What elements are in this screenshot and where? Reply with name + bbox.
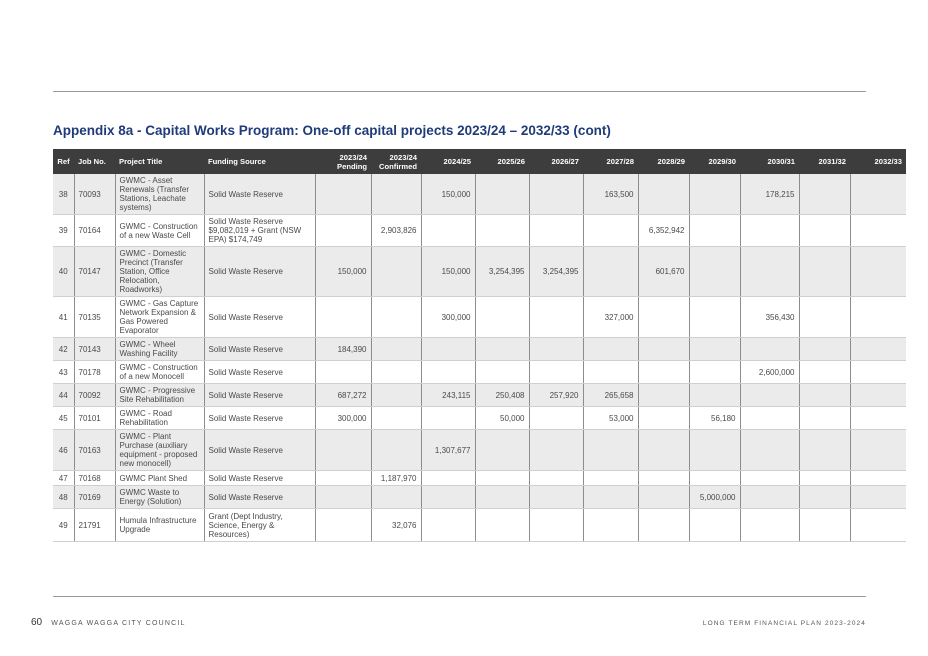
footer-left bbox=[31, 617, 186, 628]
cell-2026-27: 257,920 bbox=[529, 384, 583, 407]
table-row bbox=[53, 407, 906, 430]
cell-funding-source: Solid Waste Reserve bbox=[204, 384, 315, 407]
cell-2032-33 bbox=[850, 384, 906, 407]
cell-2027-28: 265,658 bbox=[583, 384, 638, 407]
cell-funding-source: Solid Waste Reserve bbox=[204, 174, 315, 215]
cell-2023-24-confirmed bbox=[371, 338, 421, 361]
cell-ref: 49 bbox=[53, 509, 74, 542]
cell-2027-28 bbox=[583, 486, 638, 509]
cell-2025-26: 3,254,395 bbox=[475, 247, 529, 297]
col-header-2024-25: 2024/25 bbox=[421, 149, 475, 174]
cell-2030-31 bbox=[740, 384, 799, 407]
cell-2028-29: 601,670 bbox=[638, 247, 689, 297]
cell-2024-25: 243,115 bbox=[421, 384, 475, 407]
cell-2025-26 bbox=[475, 509, 529, 542]
cell-2023-24-confirmed: 1,187,970 bbox=[371, 471, 421, 486]
table-row bbox=[53, 430, 906, 471]
cell-2028-29 bbox=[638, 361, 689, 384]
cell-project-title: GWMC - Construction of a new Monocell bbox=[115, 361, 204, 384]
cell-2024-25 bbox=[421, 361, 475, 384]
cell-2030-31 bbox=[740, 407, 799, 430]
col-header-pending-label: Pending bbox=[337, 161, 367, 171]
cell-job-no: 70092 bbox=[74, 384, 115, 407]
cell-2026-27 bbox=[529, 407, 583, 430]
table-row bbox=[53, 361, 906, 384]
cell-2029-30 bbox=[689, 215, 740, 247]
col-header-2026-27: 2026/27 bbox=[529, 149, 583, 174]
cell-2023-24-confirmed bbox=[371, 361, 421, 384]
cell-ref: 45 bbox=[53, 407, 74, 430]
cell-project-title: GWMC - Construction of a new Waste Cell bbox=[115, 215, 204, 247]
cell-job-no: 70147 bbox=[74, 247, 115, 297]
col-header-2027-28: 2027/28 bbox=[583, 149, 638, 174]
cell-2023-24-pending: 300,000 bbox=[315, 407, 371, 430]
cell-2027-28 bbox=[583, 247, 638, 297]
cell-2030-31: 178,215 bbox=[740, 174, 799, 215]
cell-2026-27 bbox=[529, 297, 583, 338]
table-row bbox=[53, 509, 906, 542]
cell-2025-26 bbox=[475, 361, 529, 384]
cell-funding-source: Solid Waste Reserve bbox=[204, 297, 315, 338]
cell-2024-25 bbox=[421, 471, 475, 486]
cell-2032-33 bbox=[850, 361, 906, 384]
cell-2032-33 bbox=[850, 247, 906, 297]
cell-2029-30 bbox=[689, 384, 740, 407]
cell-2029-30 bbox=[689, 430, 740, 471]
cell-2031-32 bbox=[799, 174, 850, 215]
cell-2032-33 bbox=[850, 215, 906, 247]
cell-2024-25 bbox=[421, 215, 475, 247]
cell-project-title: Humula Infrastructure Upgrade bbox=[115, 509, 204, 542]
cell-ref: 41 bbox=[53, 297, 74, 338]
cell-2031-32 bbox=[799, 338, 850, 361]
cell-ref: 43 bbox=[53, 361, 74, 384]
col-header-2028-29: 2028/29 bbox=[638, 149, 689, 174]
cell-2024-25: 1,307,677 bbox=[421, 430, 475, 471]
cell-2031-32 bbox=[799, 407, 850, 430]
cell-2023-24-confirmed: 32,076 bbox=[371, 509, 421, 542]
cell-2026-27 bbox=[529, 174, 583, 215]
col-header-ref: Ref bbox=[53, 149, 74, 174]
cell-2029-30 bbox=[689, 297, 740, 338]
cell-2026-27 bbox=[529, 215, 583, 247]
cell-2027-28: 53,000 bbox=[583, 407, 638, 430]
table-row bbox=[53, 338, 906, 361]
cell-job-no: 70143 bbox=[74, 338, 115, 361]
cell-job-no: 70169 bbox=[74, 486, 115, 509]
col-header-confirmed bbox=[371, 149, 421, 174]
cell-2032-33 bbox=[850, 430, 906, 471]
cell-2032-33 bbox=[850, 338, 906, 361]
cell-2027-28: 163,500 bbox=[583, 174, 638, 215]
cell-2028-29 bbox=[638, 430, 689, 471]
cell-funding-source: Solid Waste Reserve $9,082,019 + Grant (NSW EPA) $174,749 bbox=[204, 215, 315, 247]
cell-2031-32 bbox=[799, 384, 850, 407]
cell-2023-24-confirmed bbox=[371, 430, 421, 471]
cell-2027-28 bbox=[583, 471, 638, 486]
table-row bbox=[53, 297, 906, 338]
cell-job-no: 70135 bbox=[74, 297, 115, 338]
cell-job-no: 21791 bbox=[74, 509, 115, 542]
cell-2027-28 bbox=[583, 361, 638, 384]
cell-2026-27 bbox=[529, 361, 583, 384]
cell-job-no: 70163 bbox=[74, 430, 115, 471]
cell-2030-31 bbox=[740, 215, 799, 247]
top-rule bbox=[53, 91, 866, 92]
cell-2029-30: 56,180 bbox=[689, 407, 740, 430]
col-header-funding: Funding Source bbox=[204, 149, 315, 174]
cell-2023-24-pending bbox=[315, 215, 371, 247]
cell-ref: 46 bbox=[53, 430, 74, 471]
cell-2026-27 bbox=[529, 509, 583, 542]
cell-2030-31: 2,600,000 bbox=[740, 361, 799, 384]
cell-project-title: GWMC - Progressive Site Rehabilitation bbox=[115, 384, 204, 407]
document-name: LONG TERM FINANCIAL PLAN 2023-2024 bbox=[702, 620, 866, 627]
cell-2032-33 bbox=[850, 297, 906, 338]
cell-job-no: 70093 bbox=[74, 174, 115, 215]
cell-2025-26: 250,408 bbox=[475, 384, 529, 407]
cell-2023-24-pending bbox=[315, 297, 371, 338]
col-header-job: Job No. bbox=[74, 149, 115, 174]
cell-2028-29 bbox=[638, 297, 689, 338]
cell-2030-31 bbox=[740, 430, 799, 471]
cell-2027-28: 327,000 bbox=[583, 297, 638, 338]
page-number: 60 bbox=[31, 617, 43, 628]
cell-2025-26 bbox=[475, 338, 529, 361]
cell-2031-32 bbox=[799, 430, 850, 471]
cell-project-title: GWMC Plant Shed bbox=[115, 471, 204, 486]
cell-ref: 42 bbox=[53, 338, 74, 361]
cell-2023-24-confirmed bbox=[371, 247, 421, 297]
cell-2028-29: 6,352,942 bbox=[638, 215, 689, 247]
cell-2025-26 bbox=[475, 430, 529, 471]
cell-2028-29 bbox=[638, 509, 689, 542]
cell-project-title: GWMC - Domestic Precinct (Transfer Station, Office Relocation, Roadworks) bbox=[115, 247, 204, 297]
cell-project-title: GWMC Waste to Energy (Solution) bbox=[115, 486, 204, 509]
cell-2030-31 bbox=[740, 486, 799, 509]
cell-funding-source: Solid Waste Reserve bbox=[204, 486, 315, 509]
cell-2027-28 bbox=[583, 430, 638, 471]
cell-funding-source: Grant (Dept Industry, Science, Energy & Resources) bbox=[204, 509, 315, 542]
col-header-2032-33: 2032/33 bbox=[850, 149, 906, 174]
cell-2027-28 bbox=[583, 338, 638, 361]
cell-project-title: GWMC - Road Rehabilitation bbox=[115, 407, 204, 430]
cell-2031-32 bbox=[799, 361, 850, 384]
cell-2025-26 bbox=[475, 215, 529, 247]
cell-2023-24-pending bbox=[315, 509, 371, 542]
cell-2029-30 bbox=[689, 247, 740, 297]
cell-2029-30 bbox=[689, 509, 740, 542]
cell-job-no: 70164 bbox=[74, 215, 115, 247]
capital-works-table bbox=[53, 149, 906, 542]
cell-2026-27 bbox=[529, 338, 583, 361]
cell-2026-27 bbox=[529, 430, 583, 471]
cell-project-title: GWMC - Gas Capture Network Expansion & Gas Powered Evaporator bbox=[115, 297, 204, 338]
cell-2028-29 bbox=[638, 486, 689, 509]
cell-2032-33 bbox=[850, 486, 906, 509]
cell-2023-24-pending bbox=[315, 430, 371, 471]
cell-2029-30 bbox=[689, 471, 740, 486]
cell-2028-29 bbox=[638, 384, 689, 407]
cell-2030-31: 356,430 bbox=[740, 297, 799, 338]
page-title: Appendix 8a - Capital Works Program: One-off capital projects 2023/24 – 2032/33 (cont) bbox=[53, 123, 611, 138]
cell-2030-31 bbox=[740, 509, 799, 542]
cell-2031-32 bbox=[799, 215, 850, 247]
table-row bbox=[53, 471, 906, 486]
cell-2026-27: 3,254,395 bbox=[529, 247, 583, 297]
cell-funding-source: Solid Waste Reserve bbox=[204, 471, 315, 486]
cell-2031-32 bbox=[799, 486, 850, 509]
table-row bbox=[53, 215, 906, 247]
cell-2025-26 bbox=[475, 297, 529, 338]
cell-ref: 40 bbox=[53, 247, 74, 297]
cell-2030-31 bbox=[740, 471, 799, 486]
cell-2026-27 bbox=[529, 486, 583, 509]
cell-2025-26 bbox=[475, 174, 529, 215]
table-header-row bbox=[53, 149, 906, 174]
cell-2028-29 bbox=[638, 338, 689, 361]
cell-project-title: GWMC - Wheel Washing Facility bbox=[115, 338, 204, 361]
bottom-rule bbox=[53, 596, 866, 597]
col-header-2031-32: 2031/32 bbox=[799, 149, 850, 174]
col-header-pending bbox=[315, 149, 371, 174]
cell-2024-25 bbox=[421, 407, 475, 430]
cell-job-no: 70101 bbox=[74, 407, 115, 430]
cell-2024-25: 150,000 bbox=[421, 174, 475, 215]
cell-2028-29 bbox=[638, 174, 689, 215]
table-row bbox=[53, 174, 906, 215]
cell-2031-32 bbox=[799, 509, 850, 542]
cell-job-no: 70168 bbox=[74, 471, 115, 486]
cell-project-title: GWMC - Plant Purchase (auxiliary equipment - proposed new monocell) bbox=[115, 430, 204, 471]
cell-2030-31 bbox=[740, 247, 799, 297]
col-header-confirmed-label: Confirmed bbox=[379, 161, 417, 171]
cell-2026-27 bbox=[529, 471, 583, 486]
cell-ref: 44 bbox=[53, 384, 74, 407]
cell-2028-29 bbox=[638, 407, 689, 430]
cell-2024-25: 150,000 bbox=[421, 247, 475, 297]
cell-2029-30 bbox=[689, 338, 740, 361]
cell-2027-28 bbox=[583, 509, 638, 542]
cell-2024-25 bbox=[421, 509, 475, 542]
col-header-2030-31: 2030/31 bbox=[740, 149, 799, 174]
cell-2032-33 bbox=[850, 174, 906, 215]
table-row bbox=[53, 384, 906, 407]
cell-2023-24-confirmed bbox=[371, 384, 421, 407]
cell-2029-30 bbox=[689, 174, 740, 215]
cell-funding-source: Solid Waste Reserve bbox=[204, 361, 315, 384]
cell-2023-24-pending: 687,272 bbox=[315, 384, 371, 407]
cell-2032-33 bbox=[850, 509, 906, 542]
cell-2023-24-pending bbox=[315, 361, 371, 384]
cell-2029-30 bbox=[689, 361, 740, 384]
cell-ref: 47 bbox=[53, 471, 74, 486]
table-row bbox=[53, 247, 906, 297]
cell-2025-26 bbox=[475, 471, 529, 486]
col-header-pending-year: 2023/24 bbox=[339, 152, 367, 162]
cell-2023-24-pending: 150,000 bbox=[315, 247, 371, 297]
cell-2023-24-confirmed bbox=[371, 407, 421, 430]
cell-2024-25 bbox=[421, 486, 475, 509]
cell-2032-33 bbox=[850, 407, 906, 430]
cell-funding-source: Solid Waste Reserve bbox=[204, 430, 315, 471]
cell-funding-source: Solid Waste Reserve bbox=[204, 407, 315, 430]
cell-2023-24-pending bbox=[315, 471, 371, 486]
cell-funding-source: Solid Waste Reserve bbox=[204, 338, 315, 361]
cell-ref: 39 bbox=[53, 215, 74, 247]
cell-2031-32 bbox=[799, 297, 850, 338]
cell-2023-24-confirmed bbox=[371, 486, 421, 509]
cell-2023-24-pending: 184,390 bbox=[315, 338, 371, 361]
cell-project-title: GWMC - Asset Renewals (Transfer Stations, Leachate systems) bbox=[115, 174, 204, 215]
cell-funding-source: Solid Waste Reserve bbox=[204, 247, 315, 297]
cell-2024-25 bbox=[421, 338, 475, 361]
col-header-confirmed-year: 2023/24 bbox=[389, 152, 417, 162]
cell-2028-29 bbox=[638, 471, 689, 486]
cell-job-no: 70178 bbox=[74, 361, 115, 384]
col-header-2025-26: 2025/26 bbox=[475, 149, 529, 174]
cell-2030-31 bbox=[740, 338, 799, 361]
cell-ref: 48 bbox=[53, 486, 74, 509]
organisation-name: WAGGA WAGGA CITY COUNCIL bbox=[51, 620, 186, 627]
cell-2023-24-pending bbox=[315, 174, 371, 215]
cell-2032-33 bbox=[850, 471, 906, 486]
cell-2023-24-confirmed bbox=[371, 297, 421, 338]
cell-2029-30: 5,000,000 bbox=[689, 486, 740, 509]
cell-2027-28 bbox=[583, 215, 638, 247]
cell-2031-32 bbox=[799, 471, 850, 486]
cell-ref: 38 bbox=[53, 174, 74, 215]
cell-2024-25: 300,000 bbox=[421, 297, 475, 338]
cell-2025-26 bbox=[475, 486, 529, 509]
col-header-2029-30: 2029/30 bbox=[689, 149, 740, 174]
col-header-project: Project Title bbox=[115, 149, 204, 174]
cell-2023-24-confirmed bbox=[371, 174, 421, 215]
cell-2031-32 bbox=[799, 247, 850, 297]
cell-2023-24-pending bbox=[315, 486, 371, 509]
table-row bbox=[53, 486, 906, 509]
cell-2025-26: 50,000 bbox=[475, 407, 529, 430]
cell-2023-24-confirmed: 2,903,826 bbox=[371, 215, 421, 247]
